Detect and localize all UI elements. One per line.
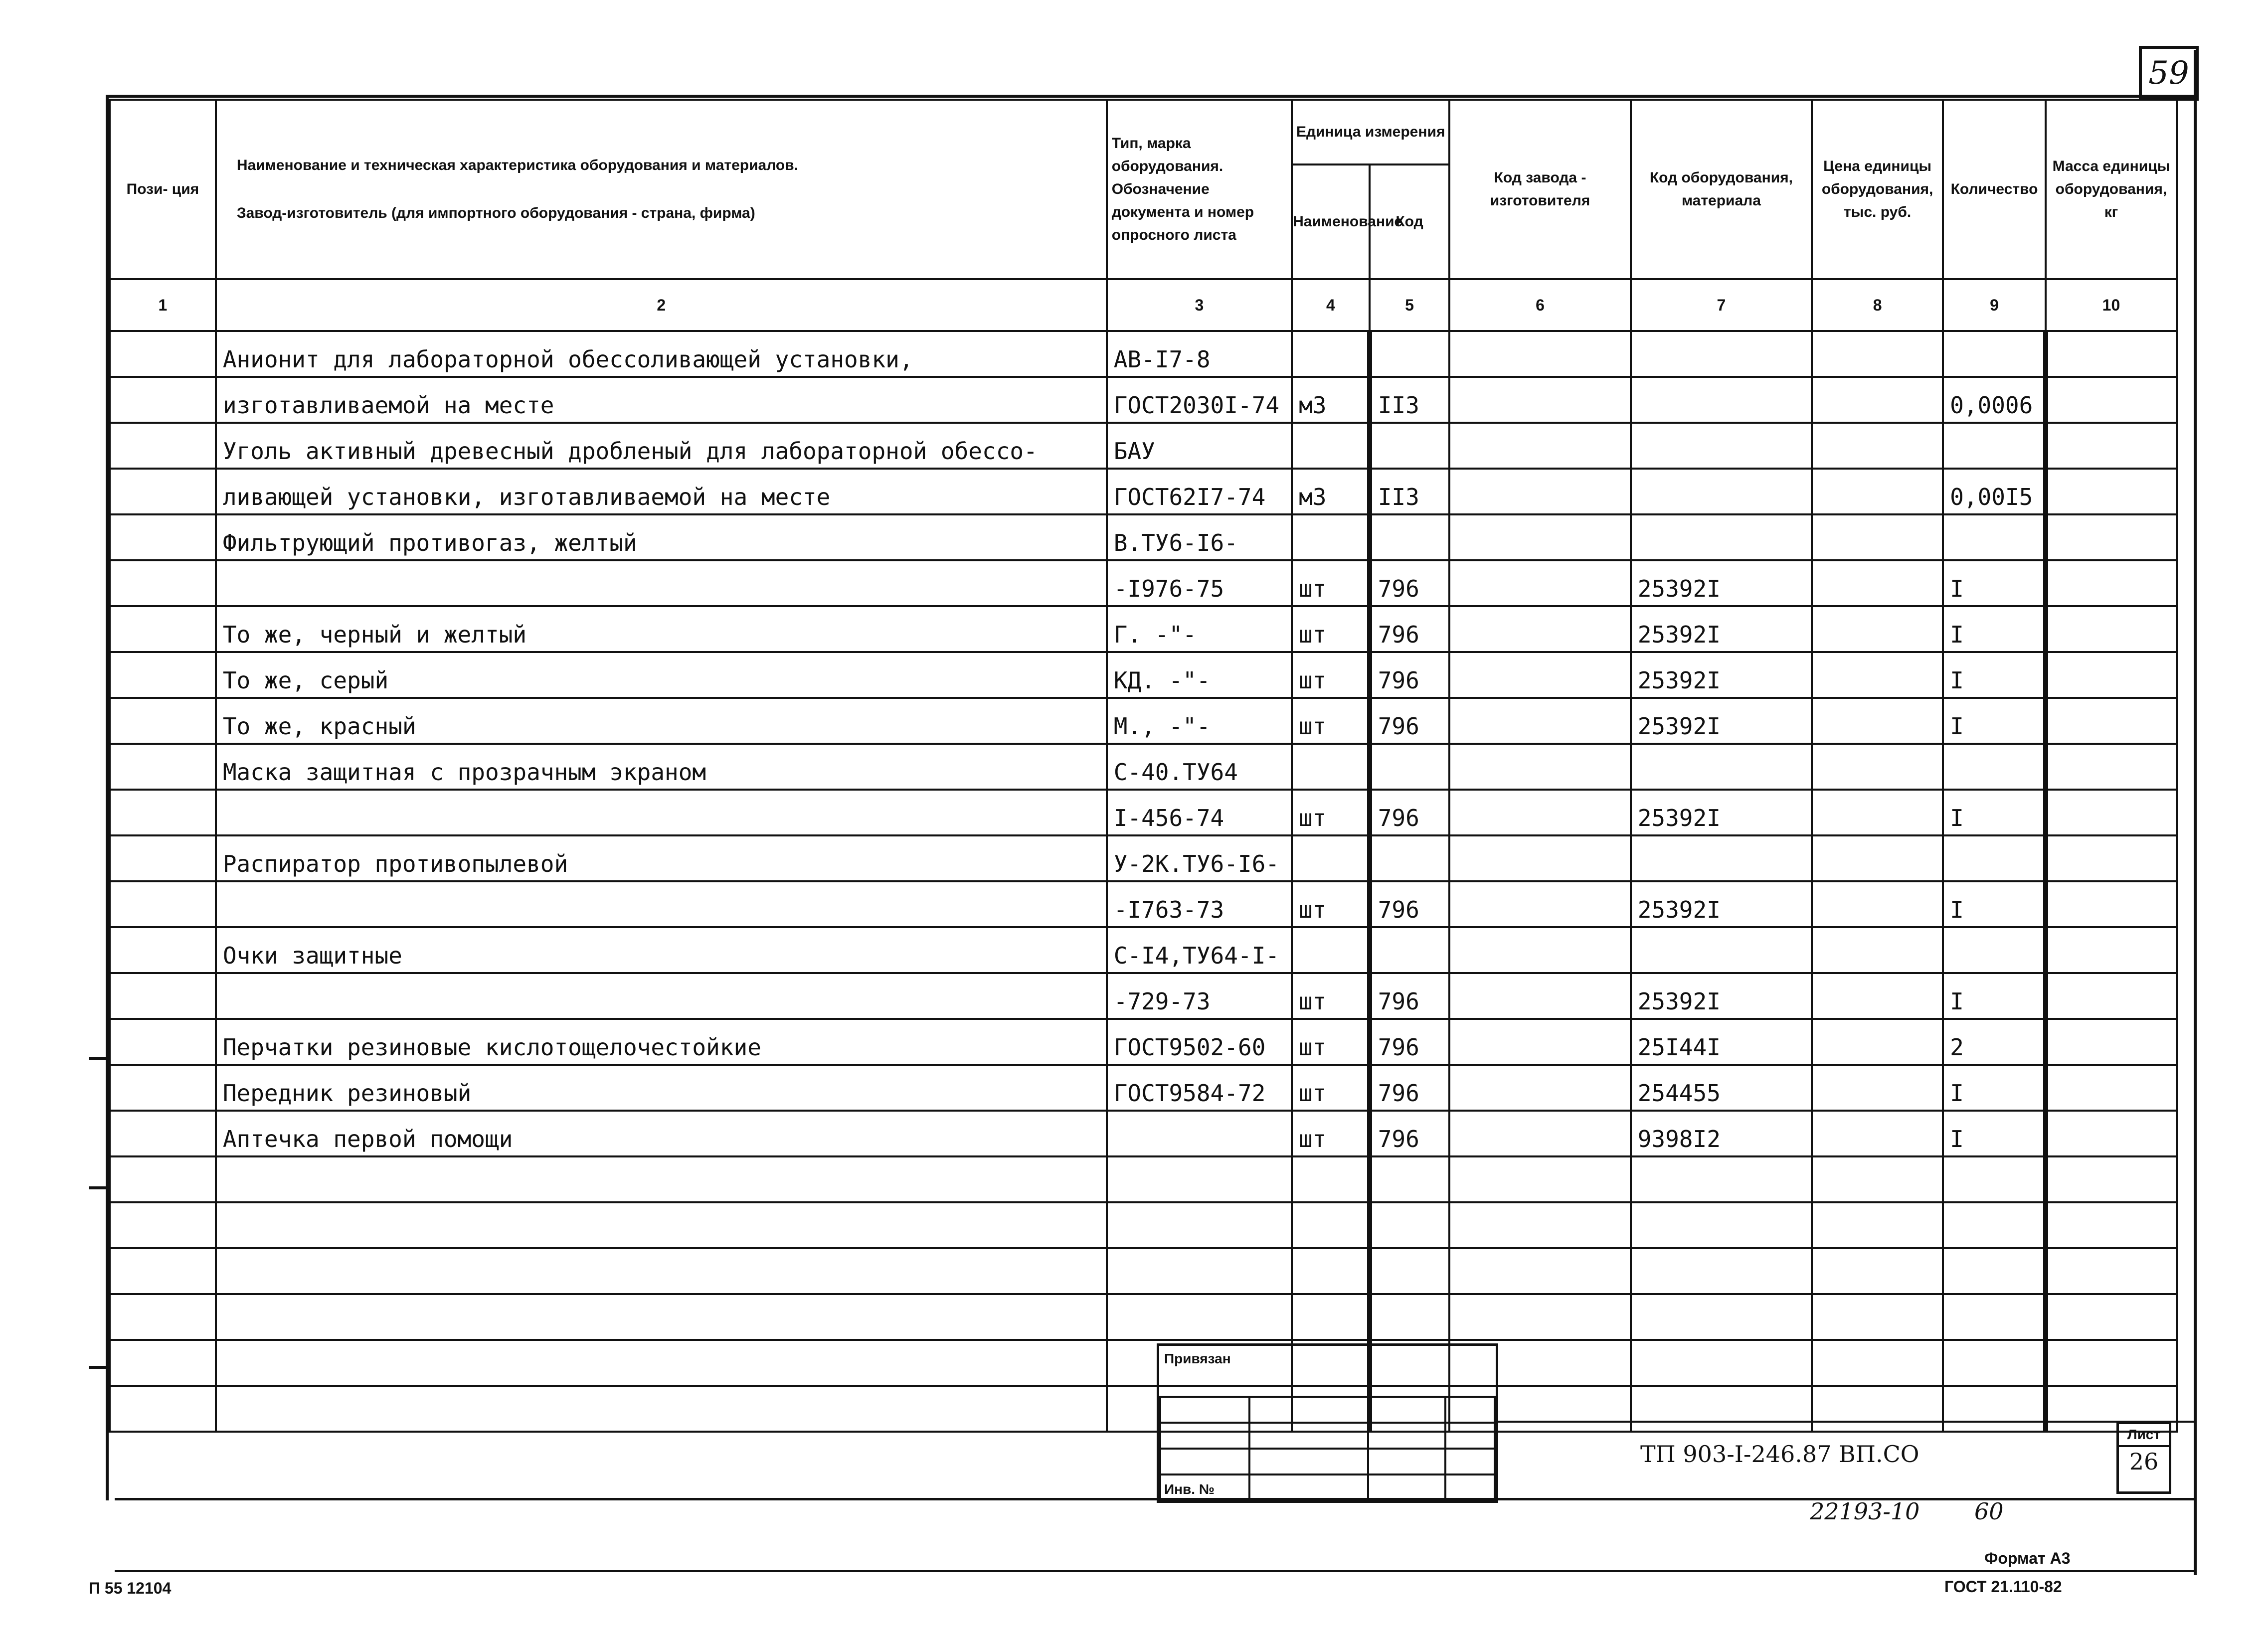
cell-type: -729-73 [1107,973,1292,1019]
bound-label: Привязан [1164,1351,1231,1366]
cell-type [1107,1248,1292,1294]
cell-mass [2046,881,2177,927]
cell-price [1812,1294,1943,1340]
cell-unit: шт [1292,881,1370,927]
cell-code [1370,331,1450,377]
cell-mat [1631,927,1812,973]
cell-mass [2046,652,2177,698]
cell-name: То же, серый [216,652,1107,698]
cell-plant [1449,1294,1630,1340]
cell-code: 796 [1370,790,1450,835]
cell-mass [2046,790,2177,835]
cell-mat: 25I44I [1631,1019,1812,1065]
cell-price [1812,698,1943,744]
header-price: Цена единицы оборудования, тыс. руб. [1812,100,1943,279]
cell-pos [110,1156,216,1202]
cell-type: БАУ [1107,423,1292,469]
cell-plant [1449,1111,1630,1156]
cell-type: АВ-I7-8 [1107,331,1292,377]
cell-qty [1943,1386,2046,1432]
cell-price [1812,1248,1943,1294]
empty-row [110,1386,2177,1432]
cell-name [216,973,1107,1019]
table-row [110,973,2177,1019]
sheet-box [2116,1422,2171,1494]
cell-mass [2046,1202,2177,1248]
header-name [216,100,1107,279]
cell-mass [2046,514,2177,560]
cell-qty [1943,1202,2046,1248]
table-row [110,606,2177,652]
table-row [110,1065,2177,1111]
empty-row [110,1202,2177,1248]
cell-mass [2046,331,2177,377]
cell-price [1812,652,1943,698]
cell-qty [1943,927,2046,973]
table-row [110,652,2177,698]
document-code: ТП 903-I-246.87 ВП.СО [1640,1441,1919,1468]
cell-price [1812,606,1943,652]
cell-type [1107,1294,1292,1340]
cell-mat [1631,1294,1812,1340]
cell-plant [1449,1202,1630,1248]
table-row [110,881,2177,927]
cell-mat [1631,469,1812,514]
cell-plant [1449,698,1630,744]
header-material-code: Код оборудования, материала [1631,100,1812,279]
cell-mat: 25392I [1631,881,1812,927]
cell-plant [1449,423,1630,469]
inventory-label: Инв. № [1164,1481,1215,1497]
cell-type: В.ТУ6-I6- [1107,514,1292,560]
print-code: П 55 12104 [89,1579,172,1597]
cell-plant [1449,835,1630,881]
cell-mass [2046,744,2177,790]
cell-mat: 25392I [1631,606,1812,652]
frame-right-line [2194,50,2197,1575]
cell-mat: 25392I [1631,560,1812,606]
cell-name: Передник резиновый [216,1065,1107,1111]
cell-mat [1631,744,1812,790]
cell-name: Уголь активный древесный дробленый для лабораторной обессо- [216,423,1107,469]
cell-qty: I [1943,698,2046,744]
column-number: 1 [110,279,216,331]
cell-qty: 0,00I5 [1943,469,2046,514]
cell-pos [110,560,216,606]
cell-code [1370,1248,1450,1294]
cell-price [1812,514,1943,560]
binding-stamp [1157,1343,1498,1503]
frame-top-line [109,95,2198,98]
cell-qty [1943,1156,2046,1202]
cell-unit [1292,927,1370,973]
cell-plant [1449,560,1630,606]
cell-price [1812,469,1943,514]
cell-pos [110,744,216,790]
sheet-number: 26 [2129,1448,2159,1475]
cell-qty: I [1943,1065,2046,1111]
cell-plant [1449,469,1630,514]
table-row [110,790,2177,835]
cell-qty: I [1943,973,2046,1019]
table-row [110,560,2177,606]
cell-price [1812,1111,1943,1156]
cell-qty [1943,423,2046,469]
cell-price [1812,927,1943,973]
cell-name [216,790,1107,835]
cell-pos [110,973,216,1019]
cell-name [216,1202,1107,1248]
table-row [110,1019,2177,1065]
cell-pos [110,1340,216,1386]
cell-qty: 0,0006 [1943,377,2046,423]
cell-price [1812,1065,1943,1111]
cell-type: С-I4,ТУ64-I- [1107,927,1292,973]
cell-mat [1631,377,1812,423]
cell-code: 796 [1370,1019,1450,1065]
cell-name: Аптечка первой помощи [216,1111,1107,1156]
header-quantity: Количество [1943,100,2046,279]
sheet-label: Лист [2119,1424,2169,1447]
cell-price [1812,560,1943,606]
cell-unit: шт [1292,560,1370,606]
table-row [110,698,2177,744]
cell-pos [110,1248,216,1294]
cell-name: Очки защитные [216,927,1107,973]
title-block-line [1498,1421,2194,1423]
cell-mass [2046,927,2177,973]
cell-type [1107,1156,1292,1202]
gost-label: ГОСТ 21.110-82 [1944,1578,2062,1596]
cell-unit: шт [1292,790,1370,835]
cell-price [1812,1202,1943,1248]
cell-pos [110,514,216,560]
cell-code: 796 [1370,1065,1450,1111]
cell-pos [110,927,216,973]
cell-unit: м3 [1292,377,1370,423]
cell-unit: шт [1292,1019,1370,1065]
table-row [110,835,2177,881]
cell-plant [1449,377,1630,423]
cell-mat [1631,1340,1812,1386]
cell-mat [1631,514,1812,560]
cell-unit [1292,514,1370,560]
cell-mat: 9398I2 [1631,1111,1812,1156]
cell-type: ГОСТ9584-72 [1107,1065,1292,1111]
cell-code: 796 [1370,1111,1450,1156]
cell-pos [110,1202,216,1248]
table-row [110,514,2177,560]
cell-type: Г. -"- [1107,606,1292,652]
cell-name [216,1340,1107,1386]
cell-mat [1631,1202,1812,1248]
cell-unit: шт [1292,1111,1370,1156]
cell-name [216,1294,1107,1340]
cell-code: 796 [1370,698,1450,744]
handwritten-number: 22193-10 [1810,1498,1920,1525]
cell-type: ГОСТ62I7-74 [1107,469,1292,514]
cell-pos [110,1111,216,1156]
cell-price [1812,1386,1943,1432]
cell-pos [110,1386,216,1432]
cell-code [1370,1156,1450,1202]
cell-name: Маска защитная с прозрачным экраном [216,744,1107,790]
cell-pos [110,377,216,423]
cell-name: Анионит для лабораторной обессоливающей установки, [216,331,1107,377]
cell-plant [1449,881,1630,927]
cell-pos [110,652,216,698]
cell-name [216,560,1107,606]
cell-qty: I [1943,560,2046,606]
table-row [110,423,2177,469]
header-mass: Масса единицы оборудования, кг [2046,100,2177,279]
cell-mat: 25392I [1631,652,1812,698]
cell-mat [1631,331,1812,377]
cell-code [1370,514,1450,560]
cell-price [1812,331,1943,377]
cell-unit: шт [1292,698,1370,744]
frame-page-line [115,1570,2197,1572]
cell-plant [1449,1019,1630,1065]
cell-type: I-456-74 [1107,790,1292,835]
header-unit-code: Код [1370,164,1450,279]
cell-plant [1449,514,1630,560]
header-plant-code: Код завода - изготовителя [1449,100,1630,279]
cell-pos [110,881,216,927]
cell-mat [1631,1248,1812,1294]
cell-type: У-2К.ТУ6-I6- [1107,835,1292,881]
cell-mass [2046,377,2177,423]
cell-mat [1631,835,1812,881]
cell-price [1812,881,1943,927]
cell-pos [110,423,216,469]
cell-name [216,1156,1107,1202]
cell-mat: 25392I [1631,698,1812,744]
cell-qty: I [1943,1111,2046,1156]
header-position: Пози- ция [110,100,216,279]
cell-name [216,1248,1107,1294]
cell-pos [110,790,216,835]
cell-code: 796 [1370,881,1450,927]
column-number: 2 [216,279,1107,331]
cell-code: 796 [1370,973,1450,1019]
cell-type [1107,1111,1292,1156]
cell-mat [1631,423,1812,469]
cell-unit [1292,423,1370,469]
header-type: Тип, марка оборудования. Обозначение документа и номер опросного листа [1107,100,1292,279]
cell-mass [2046,606,2177,652]
specification-table [109,99,2178,1433]
cell-code [1370,1202,1450,1248]
table-row [110,744,2177,790]
cell-pos [110,698,216,744]
cell-type [1107,1202,1292,1248]
cell-code: 796 [1370,560,1450,606]
cell-price [1812,423,1943,469]
cell-plant [1449,973,1630,1019]
cell-qty [1943,1294,2046,1340]
cell-mass [2046,1294,2177,1340]
table-row [110,377,2177,423]
cell-unit [1292,1294,1370,1340]
cell-mass [2046,469,2177,514]
cell-unit: шт [1292,652,1370,698]
table-row [110,927,2177,973]
cell-price [1812,1156,1943,1202]
cell-qty: I [1943,652,2046,698]
cell-plant [1449,652,1630,698]
cell-code [1370,423,1450,469]
cell-name [216,1386,1107,1432]
cell-unit [1292,835,1370,881]
cell-unit: шт [1292,973,1370,1019]
cell-unit [1292,744,1370,790]
cell-name: Фильтрующий противогаз, желтый [216,514,1107,560]
cell-price [1812,1019,1943,1065]
cell-plant [1449,331,1630,377]
cell-mass [2046,1156,2177,1202]
cell-name: Перчатки резиновые кислотощелочестойкие [216,1019,1107,1065]
cell-qty: I [1943,881,2046,927]
cell-unit: шт [1292,606,1370,652]
column-number: 4 [1292,279,1370,331]
cell-pos [110,606,216,652]
cell-mat [1631,1156,1812,1202]
cell-unit: шт [1292,1065,1370,1111]
cell-name: Распиратор противопылевой [216,835,1107,881]
column-number: 6 [1449,279,1630,331]
cell-unit: м3 [1292,469,1370,514]
cell-price [1812,790,1943,835]
cell-price [1812,973,1943,1019]
cell-unit [1292,1248,1370,1294]
cell-name [216,881,1107,927]
cell-mass [2046,1111,2177,1156]
column-number: 3 [1107,279,1292,331]
cell-qty [1943,1340,2046,1386]
cell-mat: 25392I [1631,790,1812,835]
header-name-line1: Наименование и техническая характеристика оборудования и материалов. [236,157,798,173]
cell-qty [1943,835,2046,881]
column-number: 10 [2046,279,2177,331]
header-name-line2: Завод-изготовитель (для импортного оборудования - страна, фирма) [236,205,755,221]
cell-type: М., -"- [1107,698,1292,744]
cell-mat [1631,1386,1812,1432]
cell-mass [2046,698,2177,744]
cell-mass [2046,560,2177,606]
cell-qty [1943,514,2046,560]
column-number: 8 [1812,279,1943,331]
cell-price [1812,835,1943,881]
table-row [110,469,2177,514]
cell-type: ГОСТ9502-60 [1107,1019,1292,1065]
cell-qty [1943,331,2046,377]
cell-mass [2046,423,2177,469]
column-number: 5 [1370,279,1450,331]
cell-pos [110,835,216,881]
cell-name: изготавливаемой на месте [216,377,1107,423]
cell-plant [1449,1156,1630,1202]
cell-qty [1943,744,2046,790]
margin-tick-3 [89,1366,109,1369]
cell-type: -I976-75 [1107,560,1292,606]
header-unit-group: Единица измерения [1292,100,1449,164]
cell-plant [1449,790,1630,835]
handwritten-page: 60 [1974,1498,2004,1525]
cell-code: II3 [1370,377,1450,423]
empty-row [110,1294,2177,1340]
cell-code [1370,1294,1450,1340]
cell-code: 796 [1370,652,1450,698]
cell-qty: 2 [1943,1019,2046,1065]
cell-mass [2046,835,2177,881]
cell-plant [1449,1065,1630,1111]
cell-mat: 254455 [1631,1065,1812,1111]
cell-mass [2046,973,2177,1019]
cell-type: ГОСТ2030I-74 [1107,377,1292,423]
column-number: 9 [1943,279,2046,331]
cell-type: -I763-73 [1107,881,1292,927]
cell-code: 796 [1370,606,1450,652]
cell-mass [2046,1248,2177,1294]
cell-code [1370,835,1450,881]
empty-row [110,1156,2177,1202]
cell-name: ливающей установки, изготавливаемой на месте [216,469,1107,514]
cell-mass [2046,1340,2177,1386]
cell-mass [2046,1019,2177,1065]
cell-mass [2046,1065,2177,1111]
header-unit-name: Наименование [1292,164,1370,279]
cell-unit [1292,1202,1370,1248]
cell-qty: I [1943,790,2046,835]
column-number: 7 [1631,279,1812,331]
cell-type: КД. -"- [1107,652,1292,698]
cell-name: То же, черный и желтый [216,606,1107,652]
cell-price [1812,744,1943,790]
cell-pos [110,1294,216,1340]
page-number: 59 [2139,46,2199,101]
cell-mat: 25392I [1631,973,1812,1019]
cell-code: II3 [1370,469,1450,514]
cell-plant [1449,744,1630,790]
cell-price [1812,1340,1943,1386]
cell-pos [110,469,216,514]
table-row [110,331,2177,377]
cell-pos [110,1019,216,1065]
cell-plant [1449,606,1630,652]
empty-row [110,1248,2177,1294]
table-row [110,1111,2177,1156]
margin-tick-1 [89,1057,109,1060]
cell-plant [1449,927,1630,973]
cell-pos [110,1065,216,1111]
margin-tick-2 [89,1186,109,1189]
cell-name: То же, красный [216,698,1107,744]
cell-unit [1292,1156,1370,1202]
cell-code [1370,744,1450,790]
format-label: Формат А3 [1984,1549,2071,1567]
cell-pos [110,331,216,377]
cell-plant [1449,1248,1630,1294]
cell-unit [1292,331,1370,377]
cell-type: С-40.ТУ64 [1107,744,1292,790]
cell-qty [1943,1248,2046,1294]
cell-price [1812,377,1943,423]
cell-qty: I [1943,606,2046,652]
empty-row [110,1340,2177,1386]
cell-code [1370,927,1450,973]
